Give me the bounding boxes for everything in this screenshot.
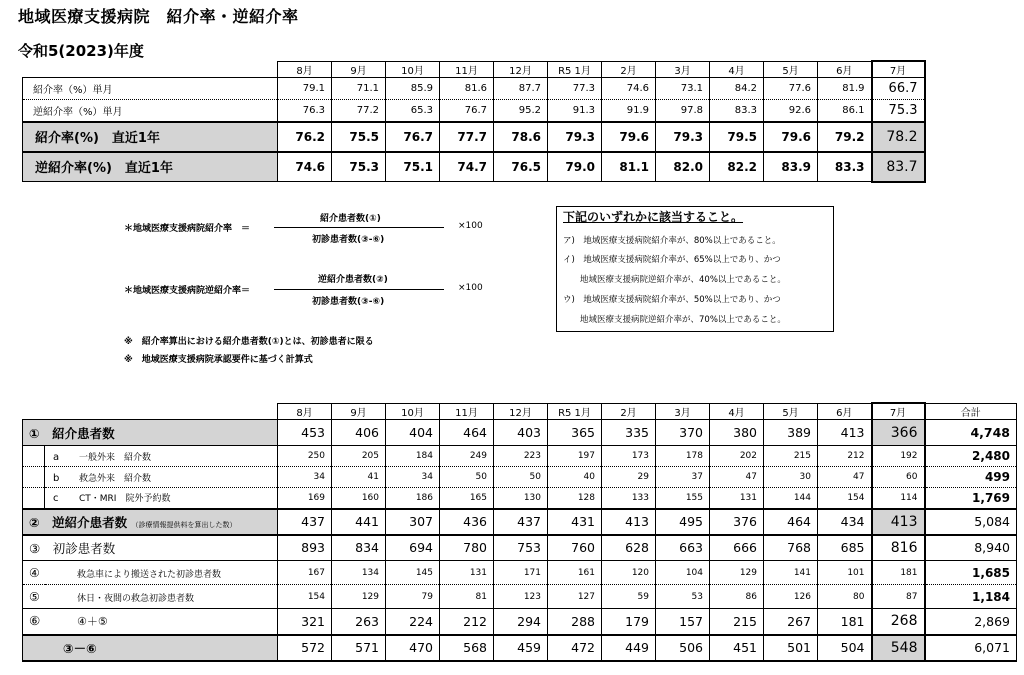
cell-current: 78.2 — [872, 122, 925, 152]
condition-line: ウ) 地域医療支援病院紹介率が、50%以上であり、かつ — [563, 295, 781, 305]
cell: 501 — [764, 635, 818, 661]
row-label: ⑤ 休日・夜間の救急初診患者数 — [23, 585, 278, 609]
month-header: R5 1月 — [548, 403, 602, 420]
cell-current: 87 — [872, 585, 925, 609]
cell: 760 — [548, 535, 602, 561]
cell: 73.1 — [656, 78, 710, 100]
cell: 79.3 — [656, 122, 710, 152]
cell: 76.2 — [278, 122, 332, 152]
cell: 50 — [440, 467, 494, 488]
cell: 572 — [278, 635, 332, 661]
rate-row-annual-reverse — [23, 152, 1017, 182]
cell: 169 — [278, 488, 332, 509]
cell: 335 — [602, 420, 656, 446]
cell: 663 — [656, 535, 710, 561]
cell: 436 — [440, 509, 494, 535]
cell-total: 4,748 — [925, 420, 1017, 446]
cell: 37 — [656, 467, 710, 488]
cell: 34 — [278, 467, 332, 488]
fiscal-year-label: 令和5(2023)年度 — [18, 42, 144, 60]
cell: 81 — [440, 585, 494, 609]
cell: 134 — [332, 561, 386, 585]
cell: 413 — [602, 509, 656, 535]
row-label: b 救急外来 紹介数 — [45, 467, 278, 488]
cell: 77.7 — [440, 122, 494, 152]
cell: 437 — [494, 509, 548, 535]
formula-reverse-label: ＊地域医療支援病院逆紹介率＝ — [124, 286, 251, 296]
row-label: ③－⑥ — [23, 635, 278, 661]
total-header: 合計 — [925, 403, 1017, 420]
condition-line: ア) 地域医療支援病院紹介率が、80%以上であること。 — [563, 236, 781, 246]
condition-line: イ) 地域医療支援病院紹介率が、65%以上であり、かつ — [563, 255, 781, 265]
cell-current: 816 — [872, 535, 925, 561]
row-referral-general — [23, 446, 1017, 467]
row-label: ① 紹介患者数 — [23, 420, 278, 446]
rate-row-monthly-reverse — [23, 100, 1017, 122]
cell-total: 8,940 — [925, 535, 1017, 561]
cell: 780 — [440, 535, 494, 561]
cell: 79.3 — [548, 122, 602, 152]
cell: 40 — [548, 467, 602, 488]
cell: 79.6 — [602, 122, 656, 152]
cell: 171 — [494, 561, 548, 585]
cell: 165 — [440, 488, 494, 509]
cell: 87.7 — [494, 78, 548, 100]
cell: 74.6 — [602, 78, 656, 100]
cell: 451 — [710, 635, 764, 661]
cell: 53 — [656, 585, 710, 609]
conditions-title: 下記のいずれかに該当すること。 — [563, 210, 744, 224]
row-label: ③ 初診患者数 — [23, 535, 278, 561]
cell: 434 — [818, 509, 872, 535]
month-header: 11月 — [440, 403, 494, 420]
cell: 441 — [332, 509, 386, 535]
cell: 77.3 — [548, 78, 602, 100]
cell-total: 1,184 — [925, 585, 1017, 609]
cell: 81.6 — [440, 78, 494, 100]
cell: 307 — [386, 509, 440, 535]
month-header: 5月 — [764, 61, 818, 78]
cell: 571 — [332, 635, 386, 661]
cell-current: 548 — [872, 635, 925, 661]
month-header: 8月 — [278, 61, 332, 78]
row-label: 紹介率(%) 直近1年 — [23, 122, 278, 152]
patient-table-header — [23, 403, 1017, 420]
rate-row-monthly-referral — [23, 78, 1017, 100]
cell: 123 — [494, 585, 548, 609]
cell: 495 — [656, 509, 710, 535]
cell: 34 — [386, 467, 440, 488]
row-referral-patients — [23, 420, 1017, 446]
cell: 224 — [386, 609, 440, 635]
cell: 223 — [494, 446, 548, 467]
cell-total: 6,071 — [925, 635, 1017, 661]
cell: 893 — [278, 535, 332, 561]
cell: 834 — [332, 535, 386, 561]
cell: 197 — [548, 446, 602, 467]
cell: 82.0 — [656, 152, 710, 182]
cell: 79.1 — [278, 78, 332, 100]
row-referral-ct-mri — [23, 488, 1017, 509]
fraction-line — [274, 289, 444, 290]
cell: 161 — [548, 561, 602, 585]
month-header: 3月 — [656, 61, 710, 78]
cell: 365 — [548, 420, 602, 446]
cell-total: 2,869 — [925, 609, 1017, 635]
row-reverse-patients — [23, 509, 1017, 535]
cell: 81.1 — [602, 152, 656, 182]
cell: 71.1 — [332, 78, 386, 100]
cell-total: 1,685 — [925, 561, 1017, 585]
cell: 753 — [494, 535, 548, 561]
cell: 437 — [278, 509, 332, 535]
cell-current: 60 — [872, 467, 925, 488]
cell: 768 — [764, 535, 818, 561]
cell: 404 — [386, 420, 440, 446]
cell: 75.3 — [332, 152, 386, 182]
month-header: 2月 — [602, 61, 656, 78]
cell: 321 — [278, 609, 332, 635]
cell: 160 — [332, 488, 386, 509]
cell: 79.6 — [764, 122, 818, 152]
row-label: 逆紹介率（%）単月 — [23, 100, 278, 122]
cell: 141 — [764, 561, 818, 585]
row-ambulance — [23, 561, 1017, 585]
cell: 464 — [764, 509, 818, 535]
condition-line: 地域医療支援病院逆紹介率が、40%以上であること。 — [563, 275, 786, 285]
row-label: ④ 救急車により搬送された初診患者数 — [23, 561, 278, 585]
cell: 129 — [332, 585, 386, 609]
cell: 83.3 — [710, 100, 764, 122]
cell: 41 — [332, 467, 386, 488]
cell: 449 — [602, 635, 656, 661]
cell: 92.6 — [764, 100, 818, 122]
cell: 167 — [278, 561, 332, 585]
cell: 74.7 — [440, 152, 494, 182]
cell: 179 — [602, 609, 656, 635]
conditions-box — [556, 206, 834, 332]
formula-referral-denominator: 初診患者数(③-⑥) — [312, 235, 385, 245]
cell: 59 — [602, 585, 656, 609]
cell: 82.2 — [710, 152, 764, 182]
month-header: 3月 — [656, 403, 710, 420]
cell: 47 — [818, 467, 872, 488]
month-header: 4月 — [710, 403, 764, 420]
cell: 178 — [656, 446, 710, 467]
month-header-current: 7月 — [872, 61, 925, 78]
cell: 504 — [818, 635, 872, 661]
cell: 186 — [386, 488, 440, 509]
page-title: 地域医療支援病院 紹介率・逆紹介率 — [18, 7, 299, 26]
cell: 212 — [440, 609, 494, 635]
cell: 77.2 — [332, 100, 386, 122]
formula-reverse-denominator: 初診患者数(③-⑥) — [312, 297, 385, 307]
cell: 76.3 — [278, 100, 332, 122]
cell: 215 — [710, 609, 764, 635]
cell: 464 — [440, 420, 494, 446]
cell: 65.3 — [386, 100, 440, 122]
cell: 78.6 — [494, 122, 548, 152]
row-referral-emergency — [23, 467, 1017, 488]
cell: 250 — [278, 446, 332, 467]
cell: 83.9 — [764, 152, 818, 182]
note-1: ※ 紹介率算出における紹介患者数(①)とは、初診患者に限る — [124, 337, 374, 347]
cell: 431 — [548, 509, 602, 535]
cell: 263 — [332, 609, 386, 635]
cell-current: 75.3 — [872, 100, 925, 122]
month-header: 11月 — [440, 61, 494, 78]
cell: 86 — [710, 585, 764, 609]
cell: 86.1 — [818, 100, 872, 122]
cell-current: 181 — [872, 561, 925, 585]
cell: 202 — [710, 446, 764, 467]
row-holiday-night — [23, 585, 1017, 609]
cell: 459 — [494, 635, 548, 661]
cell-current: 366 — [872, 420, 925, 446]
cell: 120 — [602, 561, 656, 585]
fraction-line — [274, 227, 444, 228]
cell: 205 — [332, 446, 386, 467]
row-label: 逆紹介率(%) 直近1年 — [23, 152, 278, 182]
cell: 129 — [710, 561, 764, 585]
row-sum-4-5 — [23, 609, 1017, 635]
cell: 145 — [386, 561, 440, 585]
cell: 215 — [764, 446, 818, 467]
cell: 91.3 — [548, 100, 602, 122]
condition-line: 地域医療支援病院逆紹介率が、70%以上であること。 — [563, 315, 786, 325]
month-header: R5 1月 — [548, 61, 602, 78]
cell: 472 — [548, 635, 602, 661]
cell: 288 — [548, 609, 602, 635]
cell: 101 — [818, 561, 872, 585]
cell: 76.7 — [440, 100, 494, 122]
cell: 389 — [764, 420, 818, 446]
cell: 131 — [710, 488, 764, 509]
row-label: ② 逆紹介患者数 （診療情報提供料を算出した数） — [23, 509, 278, 535]
cell-total: 2,480 — [925, 446, 1017, 467]
cell-total: 1,769 — [925, 488, 1017, 509]
cell: 85.9 — [386, 78, 440, 100]
note-2: ※ 地域医療支援病院承認要件に基づく計算式 — [124, 355, 313, 365]
cell: 130 — [494, 488, 548, 509]
cell: 76.7 — [386, 122, 440, 152]
cell: 127 — [548, 585, 602, 609]
cell: 173 — [602, 446, 656, 467]
formula-referral-numerator: 紹介患者数(①) — [320, 214, 381, 224]
cell: 95.2 — [494, 100, 548, 122]
rate-row-annual-referral — [23, 122, 1017, 152]
cell: 104 — [656, 561, 710, 585]
cell-total: 499 — [925, 467, 1017, 488]
cell: 83.3 — [818, 152, 872, 182]
cell: 568 — [440, 635, 494, 661]
month-header: 6月 — [818, 403, 872, 420]
rate-table — [22, 60, 1017, 183]
cell: 370 — [656, 420, 710, 446]
cell: 184 — [386, 446, 440, 467]
formula-referral-label: ＊地域医療支援病院紹介率 ＝ — [124, 224, 251, 234]
cell: 376 — [710, 509, 764, 535]
cell: 453 — [278, 420, 332, 446]
cell: 694 — [386, 535, 440, 561]
cell: 666 — [710, 535, 764, 561]
month-header: 12月 — [494, 403, 548, 420]
cell: 74.6 — [278, 152, 332, 182]
formula-multiplier: ×100 — [458, 221, 483, 231]
cell: 126 — [764, 585, 818, 609]
formula-multiplier: ×100 — [458, 283, 483, 293]
month-header: 8月 — [278, 403, 332, 420]
cell: 30 — [764, 467, 818, 488]
cell: 133 — [602, 488, 656, 509]
cell: 470 — [386, 635, 440, 661]
cell: 75.5 — [332, 122, 386, 152]
month-header: 5月 — [764, 403, 818, 420]
cell-current: 114 — [872, 488, 925, 509]
cell: 144 — [764, 488, 818, 509]
row-first-visit — [23, 535, 1017, 561]
cell: 403 — [494, 420, 548, 446]
cell: 79.0 — [548, 152, 602, 182]
cell: 50 — [494, 467, 548, 488]
month-header: 4月 — [710, 61, 764, 78]
month-header: 10月 — [386, 403, 440, 420]
row-diff-3-6 — [23, 635, 1017, 661]
row-label: a 一般外来 紹介数 — [45, 446, 278, 467]
cell: 380 — [710, 420, 764, 446]
month-header: 10月 — [386, 61, 440, 78]
cell: 79 — [386, 585, 440, 609]
cell-current: 192 — [872, 446, 925, 467]
cell-total: 5,084 — [925, 509, 1017, 535]
cell: 131 — [440, 561, 494, 585]
cell: 154 — [818, 488, 872, 509]
month-header: 6月 — [818, 61, 872, 78]
cell: 628 — [602, 535, 656, 561]
row-label: c CT・MRI 院外予約数 — [45, 488, 278, 509]
month-header: 12月 — [494, 61, 548, 78]
month-header: 2月 — [602, 403, 656, 420]
rate-table-header — [23, 61, 1017, 78]
cell-current: 268 — [872, 609, 925, 635]
cell: 154 — [278, 585, 332, 609]
cell-current: 83.7 — [872, 152, 925, 182]
cell-current: 66.7 — [872, 78, 925, 100]
cell: 91.9 — [602, 100, 656, 122]
cell: 413 — [818, 420, 872, 446]
row-label: ⑥ ④＋⑤ — [23, 609, 278, 635]
cell: 76.5 — [494, 152, 548, 182]
cell: 406 — [332, 420, 386, 446]
cell: 294 — [494, 609, 548, 635]
cell: 155 — [656, 488, 710, 509]
cell: 84.2 — [710, 78, 764, 100]
cell: 685 — [818, 535, 872, 561]
row-label: 紹介率（%）単月 — [23, 78, 278, 100]
cell-current: 413 — [872, 509, 925, 535]
cell: 75.1 — [386, 152, 440, 182]
month-header-current: 7月 — [872, 403, 925, 420]
cell: 181 — [818, 609, 872, 635]
cell: 267 — [764, 609, 818, 635]
cell: 249 — [440, 446, 494, 467]
cell: 97.8 — [656, 100, 710, 122]
cell: 157 — [656, 609, 710, 635]
cell: 47 — [710, 467, 764, 488]
cell: 77.6 — [764, 78, 818, 100]
cell: 212 — [818, 446, 872, 467]
cell: 128 — [548, 488, 602, 509]
patient-count-table — [22, 402, 1017, 662]
cell: 80 — [818, 585, 872, 609]
cell: 506 — [656, 635, 710, 661]
cell: 79.5 — [710, 122, 764, 152]
cell: 79.2 — [818, 122, 872, 152]
month-header: 9月 — [332, 403, 386, 420]
month-header: 9月 — [332, 61, 386, 78]
cell: 81.9 — [818, 78, 872, 100]
formula-reverse-numerator: 逆紹介患者数(②) — [318, 275, 388, 285]
cell: 29 — [602, 467, 656, 488]
